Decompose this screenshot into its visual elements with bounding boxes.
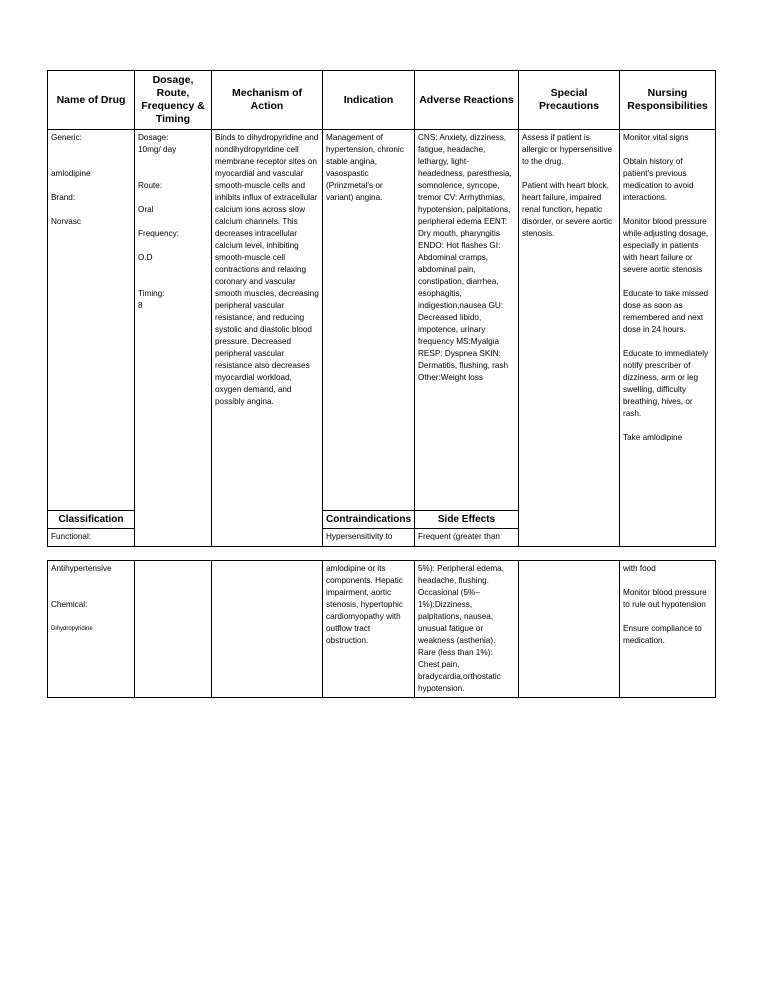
- header-row: [48, 71, 716, 130]
- mechanism-of-action-cell: Binds to dihydropyridine and nondihydropyridine cell membrane receptor sites on myocardial and vascular smooth-muscle cells and inhibits influx of extracellular calcium ions across slow calcium channels. This decreases intracellular calcium level, inhibiting smooth-muscle cell contractions and relaxing coronary and vascular smooth muscles, decreasing peripheral vascular resistance, and reducing systolic and diastolic blood pressure. Decreased peripheral vascular resistance also decreases myocardial workload, oxygen demand, and possibly angina.: [212, 130, 323, 547]
- frequency-value: O.D: [138, 253, 153, 262]
- contraindications-start: Hypersensitivity to: [323, 529, 415, 547]
- generic-label: Generic:: [51, 133, 82, 142]
- nursing-item: Monitor blood pressure while adjusting dosage, especially in patients with heart failure or severe aortic stenosis: [623, 217, 709, 274]
- timing-label: Timing:: [138, 289, 165, 298]
- nursing-continued-cell: [620, 561, 716, 698]
- nursing-item: Monitor vital signs: [623, 133, 689, 142]
- continued-row: [48, 561, 716, 698]
- mechanism-continued-cell: [212, 561, 323, 698]
- header-mechanism: Mechanism of Action: [212, 71, 323, 130]
- classification-cell: [48, 561, 135, 698]
- side-effects-cell: 5%): Peripheral edema, headache, flushing. Occasional (5%–1%):Dizziness, palpitations, nausea, unusual fatigue or weakness (asthenia). Rare (less than 1%): Chest pain, bradycardia,orthostatic hypotension.: [415, 561, 519, 698]
- precaution-conditions: Patient with heart block, heart failure, impaired renal function, hepatic disorder, or severe aortic stenosis.: [522, 181, 613, 238]
- indication-cell: Management of hypertension, chronic stable angina, vasospastic (Prinzmetal's or variant) angina.: [323, 130, 415, 511]
- header-indication: Indication: [323, 71, 415, 130]
- precaution-allergy: Assess if patient is allergic or hypersensitive to the drug.: [522, 133, 613, 166]
- nursing-item: Educate to take missed dose as soon as remembered and next dose in 24 hours.: [623, 289, 709, 334]
- main-row: [48, 130, 716, 511]
- header-special-precautions: Special Precautions: [519, 71, 620, 130]
- adverse-reactions-cell: CNS: Anxiety, dizziness, fatigue, headache, lethargy, light-headedness, paresthesia, somnolence, syncope, tremor CV: Arrhythmias, hypotension, palpitations, peripheral edema EENT: Dry mouth, pharyngitis ENDO: Hot flashes GI: Abdominal cramps, abdominal pain, constipation, diarrhea, esophagitis, indigestion,nausea GU: Decreased libido, impotence, urinary frequency MS:Myalgia RESP: Dyspnea SKIN: Dermatitis, flushing, rash Other:Weight loss: [415, 130, 519, 511]
- route-value: Oral: [138, 205, 154, 214]
- side-effects-start: Frequent (greater than: [415, 529, 519, 547]
- drug-study-table-page2: [47, 560, 716, 698]
- route-label: Route:: [138, 181, 163, 190]
- contraindications-cell: amlodipine or its components. Hepatic impairment, aortic stenosis, hypertophic cardiomyopathy with outflow tract obstruction.: [323, 561, 415, 698]
- timing-value: 8: [138, 301, 143, 310]
- nursing-item: Educate to immediately notify prescriber of dizziness, arm or leg swelling, difficulty breathing, hives, or rash.: [623, 349, 709, 418]
- functional-label: Functional:: [48, 529, 135, 547]
- nursing-item: Obtain history of patient's previous medication to avoid interactions.: [623, 157, 694, 202]
- header-nursing-responsibilities: Nursing Responsibilities: [620, 71, 716, 130]
- functional-value: Antihypertensive: [51, 564, 112, 573]
- classification-header: Classification: [48, 511, 135, 529]
- brand-label: Brand:: [51, 193, 76, 202]
- dosage-label: Dosage:: [138, 133, 169, 142]
- dosage-continued-cell: [135, 561, 212, 698]
- nursing-item: Ensure compliance to medication.: [623, 624, 702, 645]
- brand-value: Norvasc: [51, 217, 82, 226]
- dosage-value: 10mg/ day: [138, 145, 177, 154]
- nursing-item: with food: [623, 564, 656, 573]
- name-of-drug-cell: [48, 130, 135, 511]
- special-precautions-cell: [519, 130, 620, 547]
- header-name-of-drug: Name of Drug: [48, 71, 135, 130]
- contraindications-header: Contraindications: [323, 511, 415, 529]
- side-effects-header: Side Effects: [415, 511, 519, 529]
- drug-study-table-page1: [47, 70, 716, 547]
- precautions-continued-cell: [519, 561, 620, 698]
- nursing-responsibilities-cell: [620, 130, 716, 547]
- generic-value: amlodipine: [51, 169, 91, 178]
- frequency-label: Frequency:: [138, 229, 179, 238]
- nursing-item: Take amlodipine: [623, 433, 683, 442]
- nursing-item: Monitor blood pressure to rule out hypotension: [623, 588, 707, 609]
- chemical-value: Dihydropyridine: [51, 626, 93, 632]
- header-adverse-reactions: Adverse Reactions: [415, 71, 519, 130]
- header-dosage: Dosage, Route, Frequency & Timing: [135, 71, 212, 130]
- dosage-cell: [135, 130, 212, 547]
- chemical-label: Chemical:: [51, 600, 88, 609]
